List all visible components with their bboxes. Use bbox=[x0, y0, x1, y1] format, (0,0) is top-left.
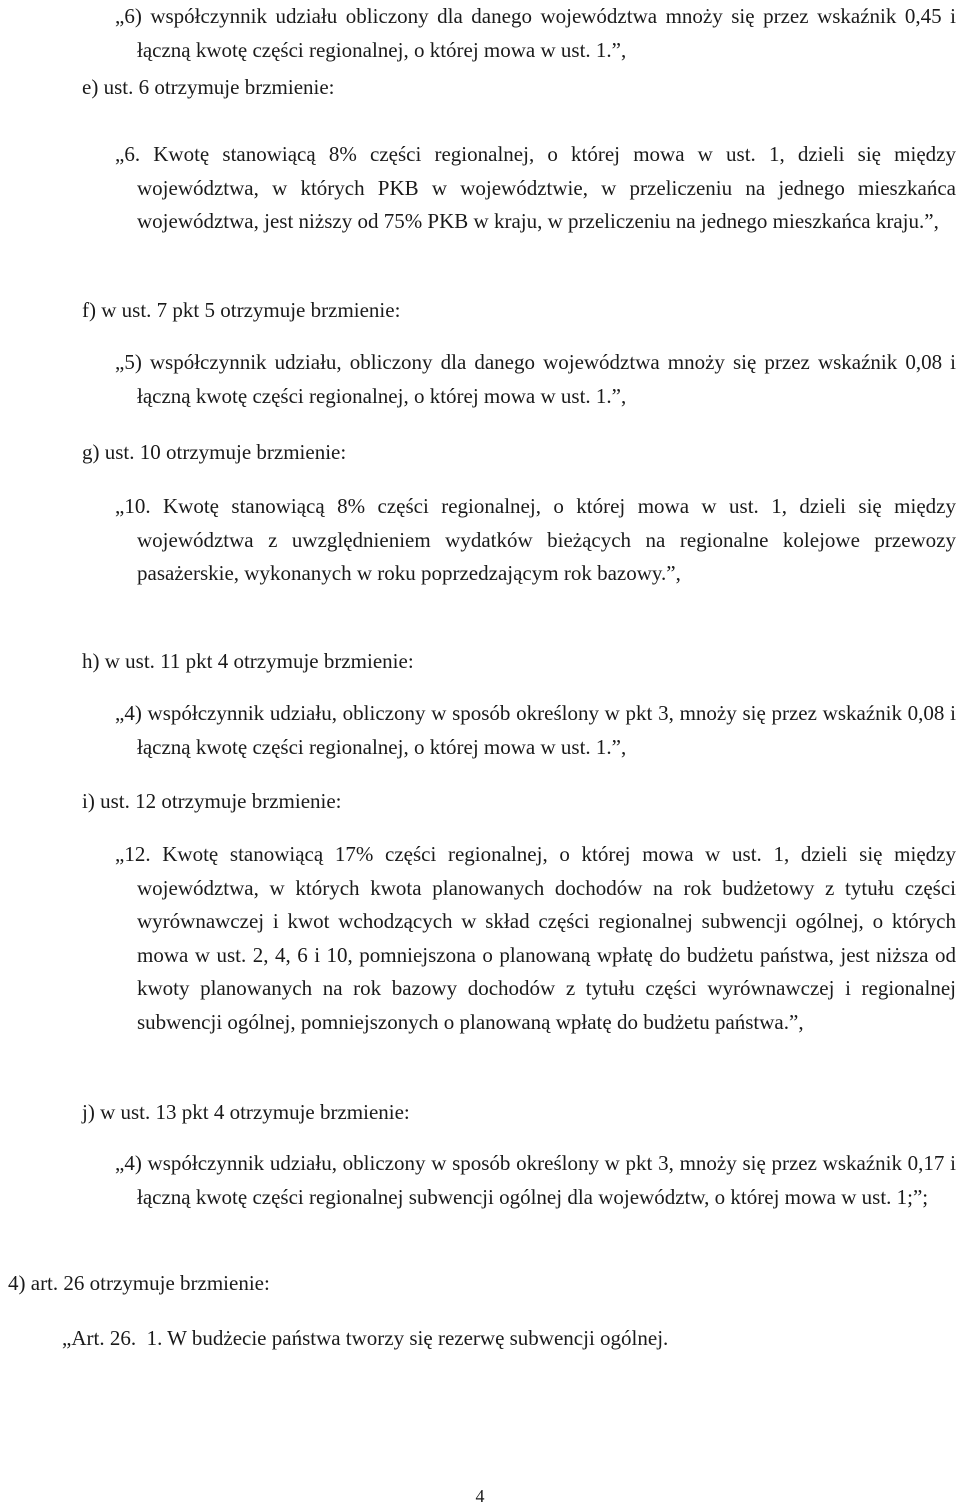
block-text: „Art. 26. 1. W budżecie państwa tworzy się rezerwę subwencji ogólnej. bbox=[62, 1326, 669, 1350]
page-number: 4 bbox=[475, 1486, 485, 1506]
amendment-label-i bbox=[82, 785, 342, 819]
quote-item-10-rail bbox=[115, 490, 956, 591]
amendment-label-j bbox=[82, 1096, 410, 1130]
block-text: f) w ust. 7 pkt 5 otrzymuje brzmienie: bbox=[82, 298, 401, 322]
quote-item-4-regional bbox=[115, 1147, 956, 1214]
block-text: j) w ust. 13 pkt 4 otrzymuje brzmienie: bbox=[82, 1100, 410, 1124]
block-text: 4) art. 26 otrzymuje brzmienie: bbox=[8, 1271, 270, 1295]
quote-item-4-coefficient bbox=[115, 697, 956, 764]
block-text: h) w ust. 11 pkt 4 otrzymuje brzmienie: bbox=[82, 649, 414, 673]
amendment-label-h bbox=[82, 645, 414, 679]
amendment-label-g bbox=[82, 436, 346, 470]
block-text: „4) współczynnik udziału, obliczony w sposób określony w pkt 3, mnoży się przez wskaźnik 0,08 i łączną kwotę części regionalnej, o której mowa w ust. 1.”, bbox=[115, 701, 956, 759]
amendment-label-e bbox=[82, 71, 335, 105]
quote-item-6-coefficient bbox=[115, 0, 956, 67]
amendment-label-art-26 bbox=[8, 1267, 270, 1301]
quote-item-5-coefficient bbox=[115, 346, 956, 413]
block-text: e) ust. 6 otrzymuje brzmienie: bbox=[82, 75, 335, 99]
block-text: „5) współczynnik udziału, obliczony dla danego województwa mnoży się przez wskaźnik 0,08 i łączną kwotę części regionalnej, o której mowa w ust. 1.”, bbox=[115, 350, 956, 408]
quote-art-26 bbox=[62, 1322, 668, 1356]
quote-item-12-equalization bbox=[115, 838, 956, 1039]
amendment-label-f bbox=[82, 294, 400, 328]
block-text: g) ust. 10 otrzymuje brzmienie: bbox=[82, 440, 347, 464]
block-text: „6. Kwotę stanowiącą 8% części regionalnej, o której mowa w ust. 1, dzieli się między województwa, w których PKB w województwie, w przeliczeniu na jednego mieszkańca województwa, jest niższy od 75% PKB w kraju, w przeliczeniu na jednego mieszkańca kraju.”, bbox=[115, 142, 956, 233]
block-text: „12. Kwotę stanowiącą 17% części regionalnej, o której mowa w ust. 1, dzieli się między województwa, w których kwota planowanych dochodów na rok budżetowy z tytułu części wyrównawczej i kwot wchodzących w skład części regionalnej subwencji ogólnej, o których mowa w ust. 2, 4, 6 i 10, pomniejszona o planowaną wpłatę do budżetu państwa, jest niższa od kwoty planowanych na rok bazowy dochodów z tytułu części wyrównawczej i regionalnej subwencji ogólnej, pomniejszonych o planowaną wpłatę do budżetu państwa.”, bbox=[115, 842, 956, 1034]
block-text: „10. Kwotę stanowiącą 8% części regionalnej, o której mowa w ust. 1, dzieli się między województwa z uwzględnieniem wydatków bieżących na regionalne kolejowe przewozy pasażerskie, wykonanych w roku poprzedzającym rok bazowy.”, bbox=[115, 494, 956, 585]
block-text: „4) współczynnik udziału, obliczony w sposób określony w pkt 3, mnoży się przez wskaźnik 0,17 i łączną kwotę części regionalnej subwencji ogólnej dla województw, o której mowa w ust. 1;”; bbox=[115, 1151, 956, 1209]
block-text: „6) współczynnik udziału obliczony dla danego województwa mnoży się przez wskaźnik 0,45 i łączną kwotę części regionalnej, o której mowa w ust. 1.”, bbox=[115, 4, 956, 62]
block-text: i) ust. 12 otrzymuje brzmienie: bbox=[82, 789, 342, 813]
quote-item-6-gdp bbox=[115, 138, 956, 239]
